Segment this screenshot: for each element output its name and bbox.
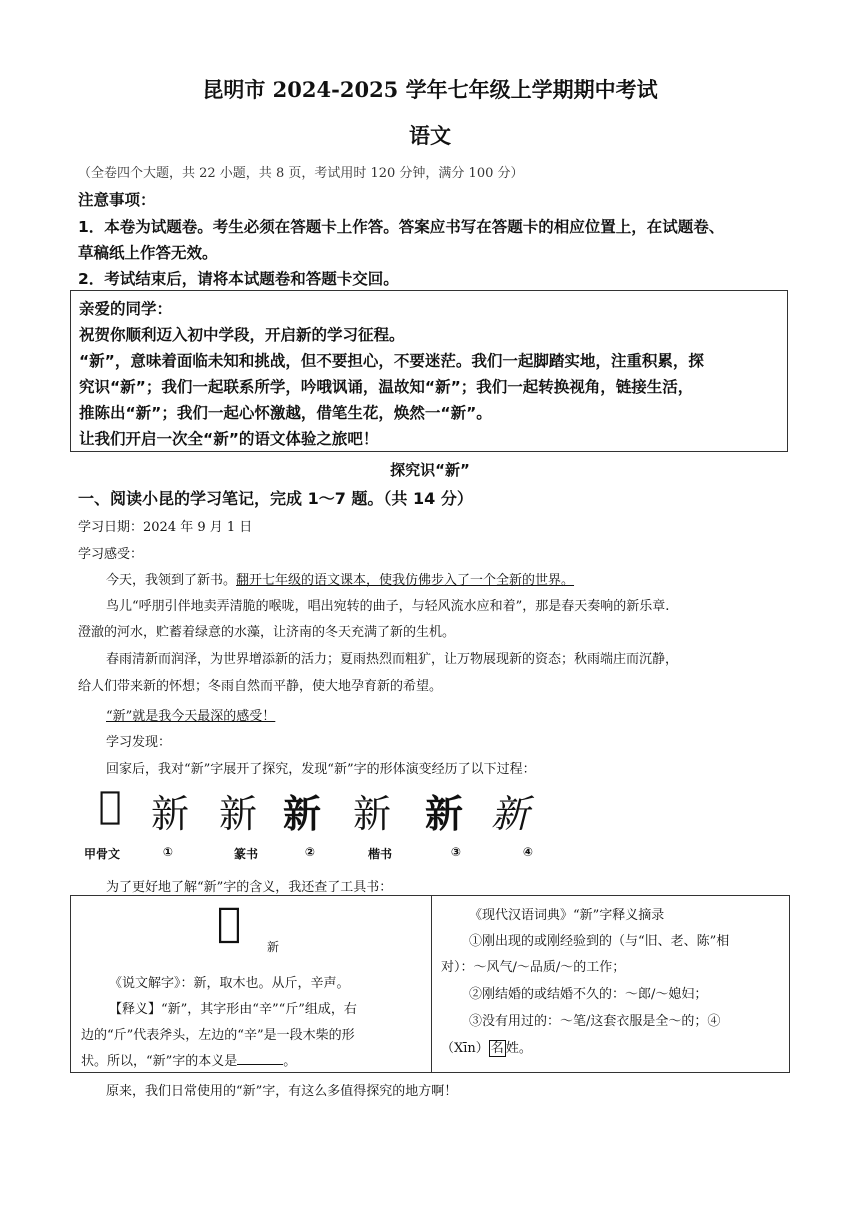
paragraph-1 bbox=[106, 569, 574, 588]
meaning-line-3-text: 状。所以，“新”字的本义是 bbox=[81, 1054, 238, 1069]
welcome-line-5: 推陈出“新”；我们一起心怀激越，借笔生花，焕然一“新”。 bbox=[79, 404, 492, 422]
paragraph-3: 澄澈的河水，贮蓄着绿意的水藻，让济南的冬天充满了新的生机。 bbox=[78, 625, 456, 640]
evolution-char-oracle: 𣂚 bbox=[98, 783, 122, 827]
feeling-label: 学习感受： bbox=[78, 547, 144, 562]
table-divider bbox=[431, 896, 432, 1072]
notice-heading: 注意事项： bbox=[78, 191, 156, 209]
evolution-char-seal: 新 bbox=[218, 792, 257, 836]
notice-item-1-line-1: 1．本卷为试题卷。考生必须在答题卡上作答。答案应书写在答题卡的相应位置上，在试题卷、 bbox=[78, 218, 725, 236]
oracle-glyph: 𣂚 bbox=[217, 900, 242, 946]
paragraph-6: 回家后，我对“新”字展开了探究，发现“新”字的形体演变经历了以下过程： bbox=[106, 762, 536, 777]
dictionary-heading: 《现代汉语词典》“新”字释义摘录 bbox=[469, 908, 665, 923]
welcome-line-3: “新”，意味着面临未知和挑战，但不要担心，不要迷茫。我们一起脚踏实地，注重积累，探 bbox=[79, 352, 704, 370]
paragraph-5: “新”就是我今天最深的感受！ bbox=[106, 709, 276, 724]
question-title: 一、阅读小昆的学习笔记，完成 1～7 题。（共 14 分） bbox=[78, 489, 473, 508]
notice-item-2: 2．考试结束后，请将本试题卷和答题卡交回。 bbox=[78, 270, 399, 288]
definition-4-pinyin: （Xīn） bbox=[441, 1041, 489, 1056]
evolution-char-3: 新 bbox=[424, 792, 463, 836]
definition-2: ②刚结婚的或结婚不久的：～郎/～媳妇； bbox=[469, 987, 708, 1002]
notice-item-1-line-2: 草稿纸上作答无效。 bbox=[78, 244, 218, 262]
paragraph-4-line-2: 给人们带来新的怀想；冬雨自然而平静，使大地孕育新的希望。 bbox=[78, 679, 443, 694]
page-title: 昆明市 2024-2025 学年七年级上学期期中考试 bbox=[202, 77, 658, 102]
paragraph-8: 原来，我们日常使用的“新”字，有这么多值得探究的地方啊！ bbox=[106, 1084, 458, 1099]
study-date: 学习日期：2024 年 9 月 1 日 bbox=[78, 520, 253, 535]
shuowen-entry: 《说文解字》：新，取木也。从斤，辛声。 bbox=[109, 976, 350, 991]
definition-1-line-2: 对）：～风气/～品质/～的工作； bbox=[441, 960, 626, 975]
evolution-label-regular: 楷书 bbox=[367, 847, 392, 861]
section-title: 探究识“新” bbox=[390, 461, 470, 479]
evolution-char-4: 新 bbox=[490, 792, 529, 836]
paragraph-1-underlined: 翻开七年级的语文课本，使我仿佛步入了一个全新的世界。 bbox=[236, 573, 575, 588]
evolution-label-2: ② bbox=[304, 845, 316, 859]
evolution-label-1: ① bbox=[162, 845, 174, 859]
answer-blank[interactable] bbox=[237, 1052, 283, 1065]
meaning-line-3 bbox=[81, 1050, 296, 1069]
evolution-char-regular: 新 bbox=[352, 792, 391, 836]
paragraph-2: 鸟儿“呼朋引伴地卖弄清脆的喉咙，唱出宛转的曲子，与轻风流水应和着”，那是春天奏响的新乐章. bbox=[106, 599, 670, 614]
meaning-line-2: 边的“斤”代表斧头，左边的“辛”是一段木柴的形 bbox=[81, 1028, 355, 1043]
discovery-label: 学习发现： bbox=[106, 735, 172, 750]
evolution-char-1: 新 bbox=[150, 792, 189, 836]
meaning-line-3-end: 。 bbox=[283, 1054, 297, 1069]
welcome-line-6: 让我们开启一次全“新”的语文体验之旅吧！ bbox=[79, 430, 379, 448]
paragraph-7: 为了更好地了解“新”字的含义，我还查了工具书： bbox=[106, 880, 393, 895]
welcome-line-4: 究识“新”；我们一起联系所学，吟哦讽诵，温故知“新”；我们一起转换视角，链接生活， bbox=[79, 378, 694, 396]
definition-1-line-1: ①刚出现的或刚经验到的（与“旧、老、陈”相 bbox=[469, 934, 730, 949]
meaning-line-1: 【释义】“新”，其字形由“辛”“斤”组成，右 bbox=[109, 1002, 357, 1017]
oracle-glyph-caption: 新 bbox=[267, 940, 280, 954]
definition-3: ③没有用过的：～笔/这套衣服是全～的；④ bbox=[469, 1014, 721, 1029]
welcome-line-2: 祝贺你顺利迈入初中学段，开启新的学习征程。 bbox=[79, 326, 405, 344]
definition-4-end: 姓。 bbox=[505, 1041, 532, 1056]
paragraph-1-start: 今天，我领到了新书。 bbox=[106, 573, 237, 588]
tool-book-table bbox=[70, 895, 790, 1073]
evolution-label-3: ③ bbox=[450, 845, 462, 859]
character-evolution-strip bbox=[80, 783, 544, 863]
evolution-label-oracle: 甲骨文 bbox=[83, 847, 120, 861]
paragraph-4-line-1: 春雨清新而润泽，为世界增添新的活力；夏雨热烈而粗犷，让万物展现新的资态；秋雨端庄而沉静， bbox=[106, 652, 679, 667]
welcome-line-1: 亲爱的同学： bbox=[79, 300, 173, 318]
exam-info: （全卷四个大题，共 22 小题，共 8 页，考试用时 120 分钟，满分 100 分） bbox=[78, 166, 524, 181]
evolution-label-4: ④ bbox=[522, 845, 534, 859]
subject-title: 语文 bbox=[409, 123, 451, 148]
evolution-label-seal: 篆书 bbox=[233, 847, 258, 861]
evolution-char-2: 新 bbox=[282, 791, 321, 836]
definition-4 bbox=[441, 1037, 532, 1056]
welcome-box bbox=[70, 290, 788, 452]
noun-tag-box: 名 bbox=[490, 1041, 504, 1056]
